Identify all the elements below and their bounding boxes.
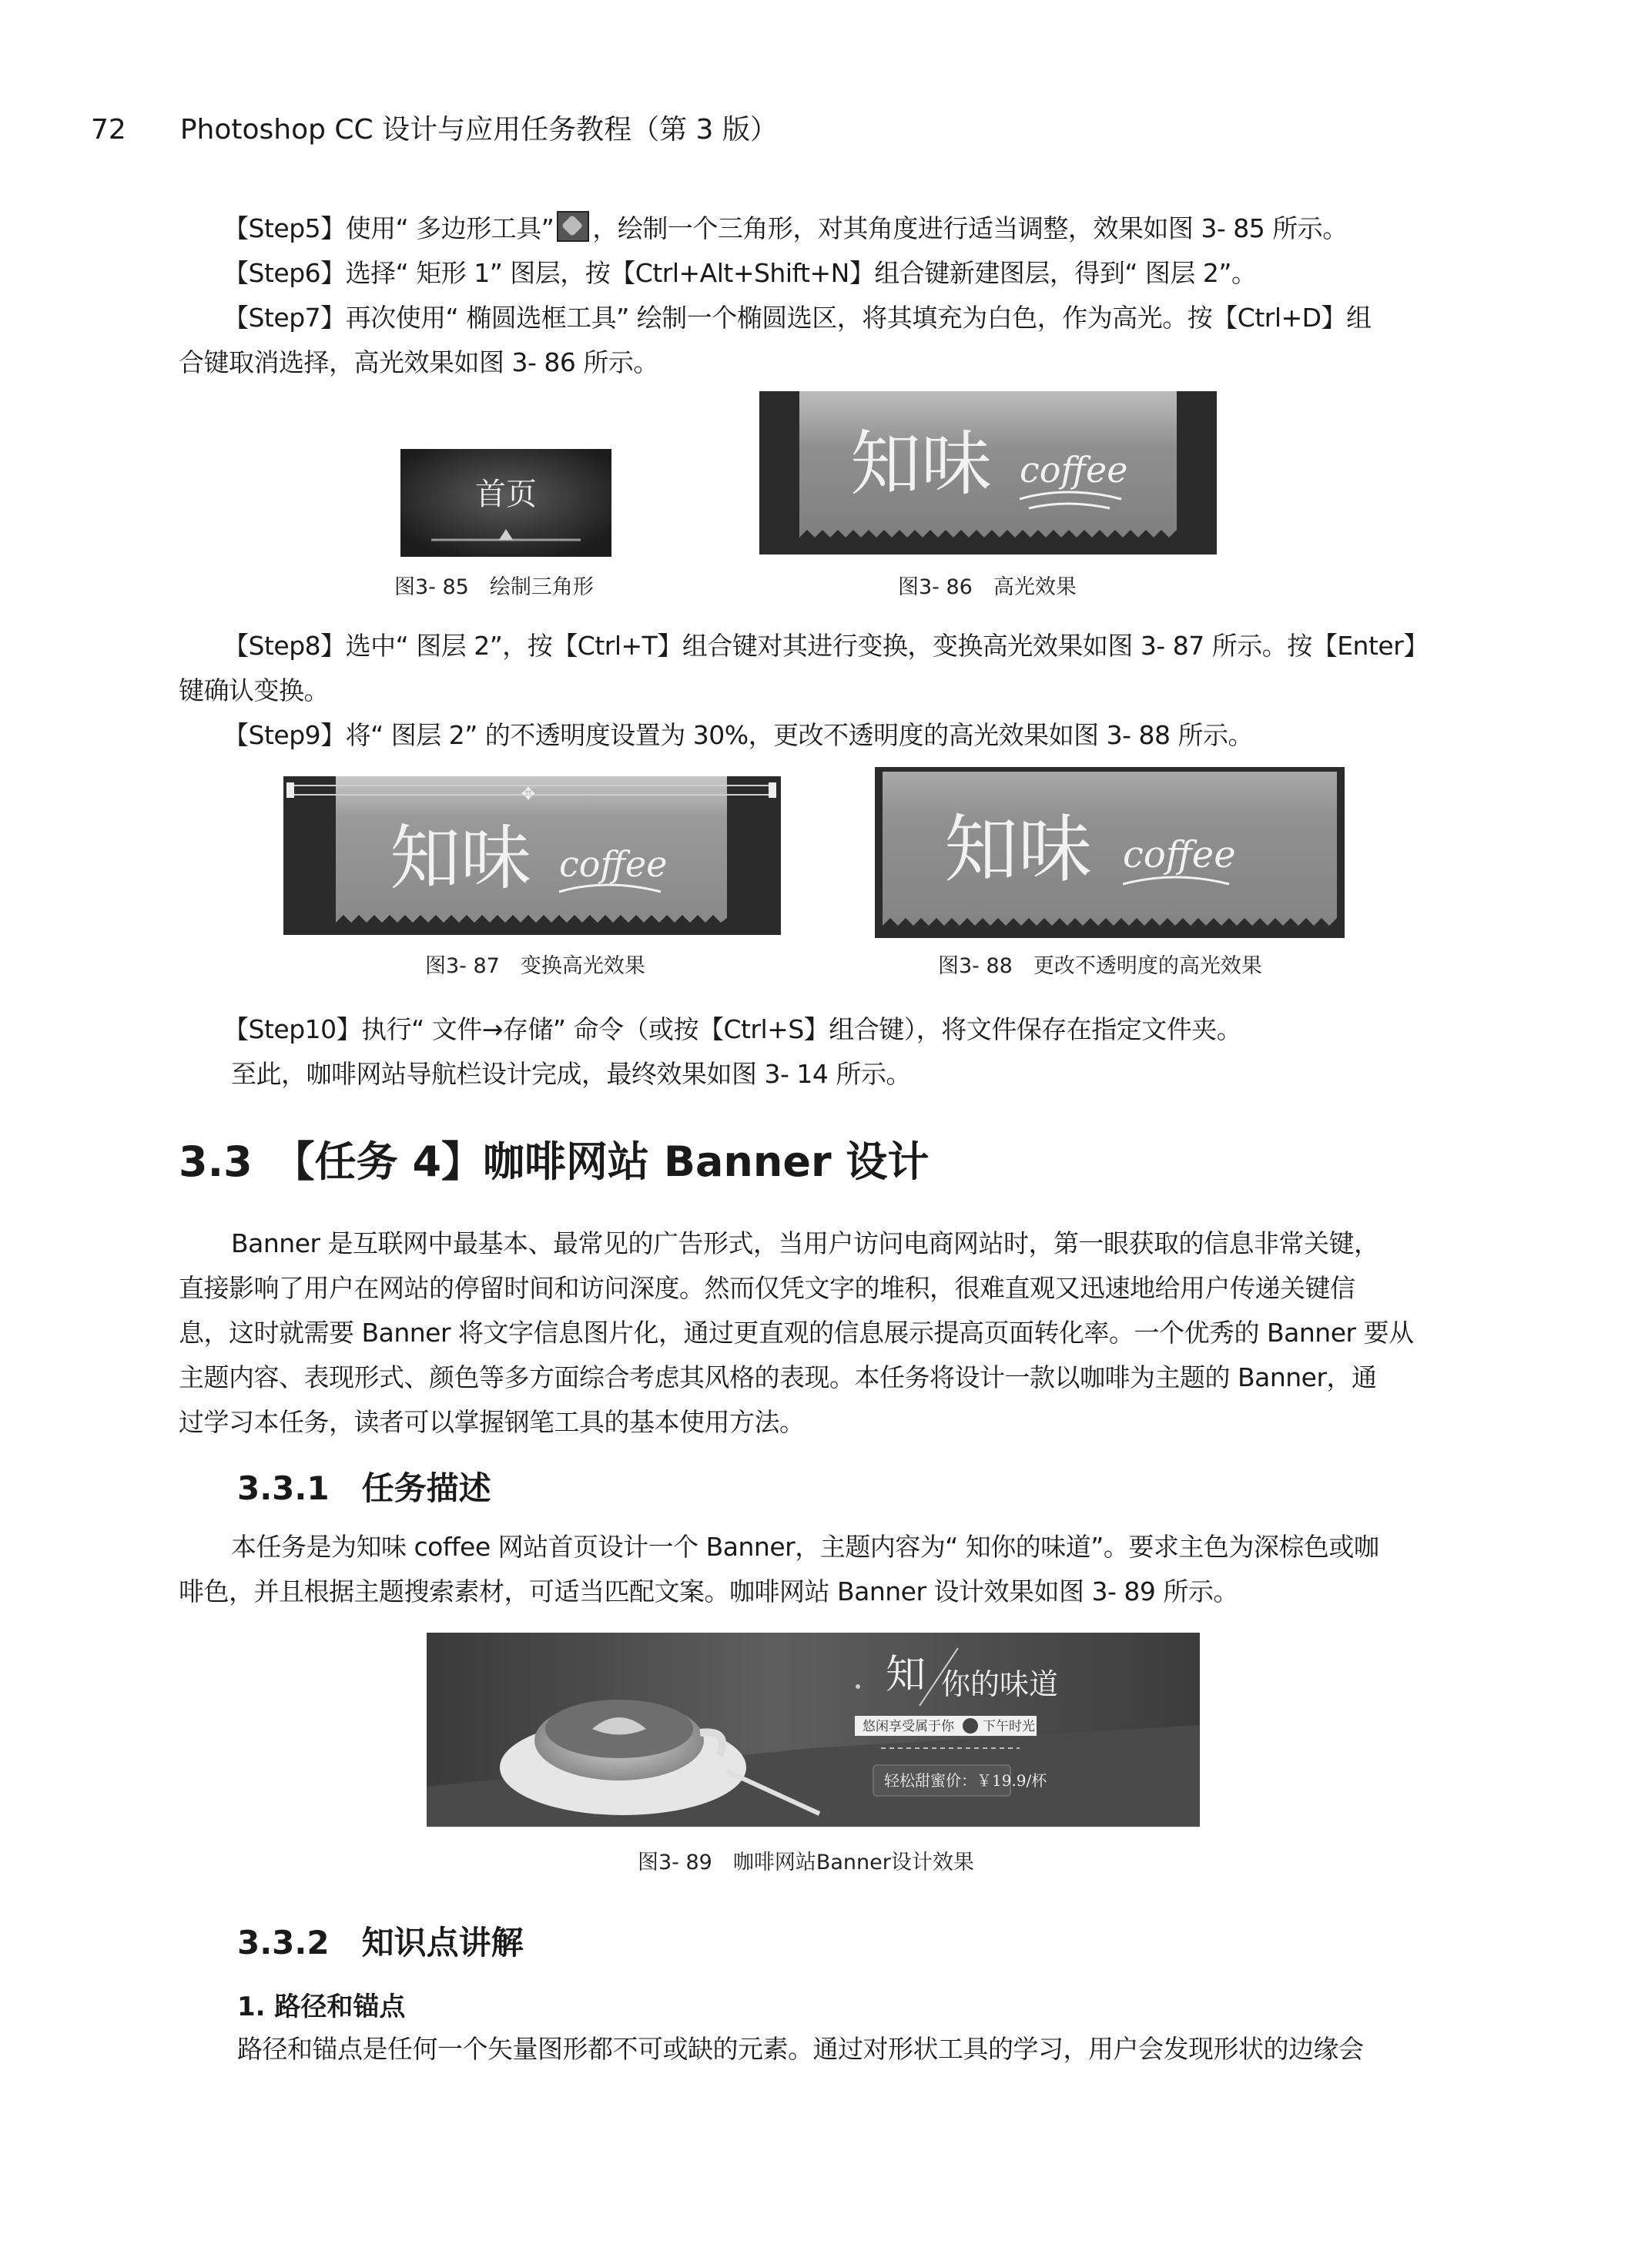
ribbon-dot (963, 1718, 978, 1734)
page-header (91, 108, 778, 147)
banner-title-rest: 你的味道 (941, 1667, 1059, 1701)
ribbon-text-a: 悠闲享受属于你 (863, 1719, 954, 1734)
step8-line-1: 【Step8】选中“ 图层 2”，按【Ctrl+T】组合键对其进行变换，变换高光效果如图 3- 87 所示。按【Enter】 (223, 631, 1429, 661)
paragraph-line: 本任务是为知味 coffee 网站首页设计一个 Banner，主题内容为“ 知你的味道”。要求主色为深棕色或咖 (231, 1532, 1379, 1562)
step10-line: 【Step10】执行“ 文件→存储” 命令（或按【Ctrl+S】组合键），将文件保存在指定文件夹。 (223, 1014, 1242, 1044)
step7-line-2: 合键取消选择，高光效果如图 3- 86 所示。 (179, 347, 658, 377)
paragraph-line: 啡色，并且根据主题搜索素材，可适当匹配文案。咖啡网站 Banner 设计效果如图 3- 89 所示。 (179, 1576, 1238, 1606)
ribbon-text-b: 下午时光 (983, 1719, 1035, 1734)
section-3-3-1-heading: 3.3.1 任务描述 (237, 1469, 491, 1507)
logo-cn: 知味 (944, 806, 1092, 893)
figure-3-85 (400, 449, 611, 557)
transform-handle-left (286, 782, 294, 798)
book-title: Photoshop CC 设计与应用任务教程（第 3 版） (179, 114, 778, 146)
transform-highlight-image (283, 776, 781, 935)
banner-title-big: 知 (886, 1652, 926, 1698)
highlight-logo-image (759, 391, 1217, 554)
logo-en: coffee (1123, 833, 1236, 876)
figure-3-88 (875, 767, 1345, 938)
nav-button-image (400, 449, 611, 557)
transform-center-icon: ✥ (521, 785, 536, 804)
page-number: 72 (91, 114, 126, 146)
paragraph-line: 直接影响了用户在网站的停留时间和访问深度。然而仅凭文字的堆积，很难直观又迅速地给用户传递关键信 (179, 1273, 1355, 1303)
step9-line: 【Step9】将“ 图层 2” 的不透明度设置为 30%，更改不透明度的高光效果如图 3- 88 所示。 (223, 720, 1253, 750)
step8-line-2: 键确认变换。 (179, 675, 329, 705)
step7-line-1: 【Step7】再次使用“ 椭圆选框工具” 绘制一个椭圆选区，将其填充为白色，作为高光。按【Ctrl+D】组 (223, 303, 1372, 333)
summary-line: 至此，咖啡网站导航栏设计完成，最终效果如图 3- 14 所示。 (231, 1059, 911, 1089)
paragraph-line: Banner 是互联网中最基本、最常见的广告形式，当用户访问电商网站时，第一眼获取的信息非常关键， (231, 1228, 1379, 1258)
section-3-3-heading: 3.3 【任务 4】咖啡网站 Banner 设计 (179, 1137, 930, 1186)
polygon-tool-icon (557, 211, 589, 242)
caption-3-89: 图3- 89 咖啡网站Banner设计效果 (638, 1851, 974, 1874)
caption-3-85: 图3- 85 绘制三角形 (394, 575, 594, 599)
logo-en: coffee (559, 843, 668, 885)
opacity-highlight-image (875, 767, 1345, 938)
step5-line: 【Step5】使用“ 多边形工具” ，绘制一个三角形，对其角度进行适当调整，效果如图 3- 85 所示。 (223, 206, 1348, 251)
subsection-heading: 1. 路径和锚点 (237, 1992, 406, 2022)
transform-handle-right (769, 782, 776, 798)
logo-en: coffee (1020, 449, 1128, 491)
figure-3-86 (759, 391, 1217, 554)
nav-button-label: 首页 (475, 477, 537, 512)
deco-dot (856, 1684, 860, 1689)
caption-3-86: 图3- 86 高光效果 (898, 575, 1077, 599)
logo-cn: 知味 (850, 423, 993, 505)
caption-3-88: 图3- 88 更改不透明度的高光效果 (938, 954, 1262, 978)
coffee-banner-image (427, 1633, 1200, 1827)
paragraph-line: 主题内容、表现形式、颜色等多方面综合考虑其风格的表现。本任务将设计一款以咖啡为主题的 Banner，通 (179, 1362, 1377, 1392)
logo-cn: 知味 (390, 817, 532, 899)
figure-3-87 (283, 776, 781, 935)
paragraph-line: 息，这时就需要 Banner 将文字信息图片化，通过更直观的信息展示提高页面转化率。一个优秀的 Banner 要从 (179, 1318, 1414, 1348)
caption-3-87: 图3- 87 变换高光效果 (425, 954, 645, 978)
step6-line: 【Step6】选择“ 矩形 1” 图层，按【Ctrl+Alt+Shift+N】组合键新建图层，得到“ 图层 2”。 (223, 258, 1257, 288)
section-3-3-2-heading: 3.3.2 知识点讲解 (237, 1924, 524, 1961)
figure-3-89 (427, 1633, 1200, 1827)
price-text: 轻松甜蜜价：￥19.9/杯 (884, 1771, 1047, 1790)
paragraph-line: 路径和锚点是任何一个矢量图形都不可或缺的元素。通过对形状工具的学习，用户会发现形状的边缘会 (237, 2034, 1364, 2064)
paragraph-line: 过学习本任务，读者可以掌握钢笔工具的基本使用方法。 (179, 1407, 805, 1437)
